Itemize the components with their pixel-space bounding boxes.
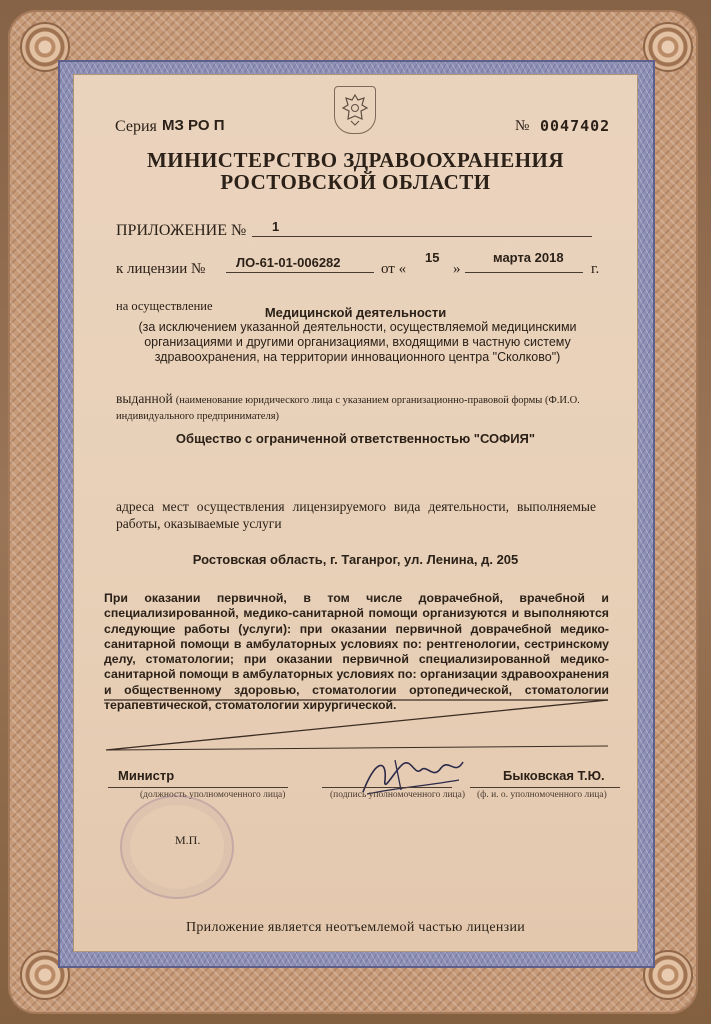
position-caption: (должность уполномоченного лица) [140,790,286,800]
footer-note: Приложение является неотъемлемой частью лицензии [185,920,526,935]
series-value: МЗ РО П [162,117,225,134]
license-month-year: марта 2018 [493,250,564,265]
signer-position: Министр [118,768,175,783]
year-suffix: г. [591,261,600,277]
name-caption: (ф. и. о. уполномоченного лица) [477,790,607,800]
issued-note: (наименование юридического лица с указанием организационно-правовой формы (Ф.И.О. индивидуального предпринимателя) [116,395,580,422]
address-value: Ростовская область, г. Таганрог, ул. Ленина, д. 205 [192,552,519,567]
ministry-title: МИНИСТЕРСТВО ЗДРАВООХРАНЕНИЯ [146,148,565,172]
region-title: РОСТОВСКОЙ ОБЛАСТИ [220,170,491,194]
appendix-number: 1 [272,219,280,234]
coat-of-arms-icon [334,86,376,134]
issued-caption [116,392,596,424]
date-mid: » [453,261,461,277]
license-day: 15 [425,250,440,265]
appendix-underline [252,236,592,237]
activity-type: Медицинской деятельности [264,305,447,320]
stamp-label: М.П. [175,833,201,847]
position-underline [108,787,288,788]
activity-label: на осуществление [116,299,213,313]
number-label: № [515,118,530,134]
signer-name: Быковская Т.Ю. [503,768,605,783]
license-number: ЛО-61-01-006282 [236,255,341,270]
appendix-label: ПРИЛОЖЕНИЕ № [116,222,247,239]
license-date-underline [465,272,583,273]
address-label: адреса мест осуществления лицензируемого вида деятельности, выполняемые работы, оказываемые услуги [116,499,596,531]
license-number-underline [226,272,374,273]
issued-label: выданной [116,391,173,406]
activity-note: (за исключением указанной деятельности, осуществляемой медицинскими организациями и другими организациями, входящими в частную систему здравоохранения, на территории инновационного центра "Сколково") [138,320,577,364]
date-prefix: от « [381,261,407,277]
license-label: к лицензии № [116,261,206,277]
organization-name: Общество с ограниченной ответственностью "СОФИЯ" [175,431,536,446]
number-value: 0047402 [540,117,611,135]
series-label: Серия [115,118,157,135]
name-underline [470,787,620,788]
services-text: При оказании первичной, в том числе доврачебной, врачебной и специализированной, медико-санитарной помощи организуются и выполняются следующие работы (услуги): при оказании первичной доврачебной медико-санитарной помощи в амбулаторных условиях по: рентгенологии, сестринскому делу, стоматологии; при оказании первичной специализированной медико-санитарной помощи в амбулаторных условиях по: организации здравоохранения и общественному здоровью, стоматологии ортопедической, стоматологии терапевтической, стоматологии хирургической. [104,591,609,713]
cross-out-lines [100,696,615,756]
signature-caption: (подпись уполномоченного лица) [330,790,466,800]
signature-underline [322,787,452,788]
